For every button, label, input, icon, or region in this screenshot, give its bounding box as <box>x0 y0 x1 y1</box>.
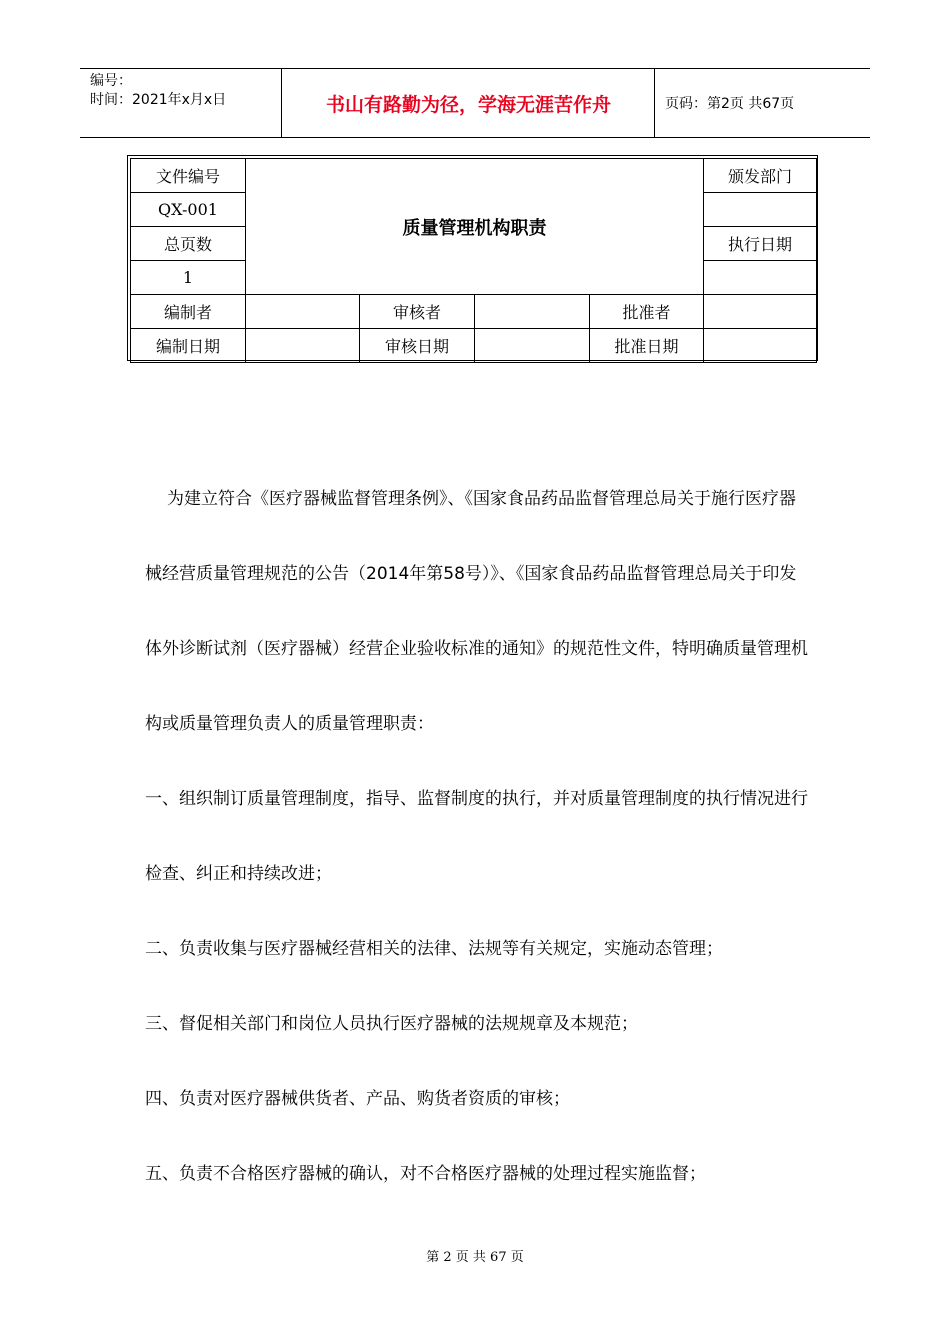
total-pages-value: 1 <box>131 261 246 295</box>
compiler-value <box>246 295 360 329</box>
compile-date-value <box>246 329 360 363</box>
compiler-label: 编制者 <box>131 295 246 329</box>
duty-item: 四、负责对医疗器械供货者、产品、购货者资质的审核； <box>145 1089 570 1109</box>
time-label: 时间：2021年x月x日 <box>90 92 227 108</box>
header-page-number: 页码：第2页 共67页 <box>665 96 795 112</box>
issue-department-label: 颁发部门 <box>704 159 817 193</box>
doc-number-label: 编号： <box>90 73 132 89</box>
approve-date-label: 批准日期 <box>590 329 704 363</box>
execution-date-label: 执行日期 <box>704 227 817 261</box>
document-info-table <box>127 155 818 361</box>
reviewer-value <box>475 295 590 329</box>
intro-paragraph: 为建立符合《医疗器械监督管理条例》、《国家食品药品监督管理总局关于施行医疗器械经营质量管理规范的公告（2014年第58号）》、《国家食品药品监督管理总局关于印发体外诊断试剂（医疗器械）经营企业验收标准的通知》的规范性文件，特明确质量管理机构或质量管理负责人的质量管理职责： <box>145 489 808 734</box>
total-pages-label: 总页数 <box>131 227 246 261</box>
page-header <box>80 68 870 138</box>
document-body <box>145 462 810 1212</box>
file-number-value: QX-001 <box>131 193 246 227</box>
duty-item: 五、负责不合格医疗器械的确认，对不合格医疗器械的处理过程实施监督； <box>145 1164 706 1184</box>
issue-department-value <box>704 193 817 227</box>
review-date-value <box>475 329 590 363</box>
reviewer-label: 审核者 <box>360 295 475 329</box>
header-meta <box>90 72 226 110</box>
review-date-label: 审核日期 <box>360 329 475 363</box>
approver-value <box>704 295 817 329</box>
duty-item: 三、督促相关部门和岗位人员执行医疗器械的法规规章及本规范； <box>145 1014 638 1034</box>
header-motto: 书山有路勤为径，学海无涯苦作舟 <box>325 93 611 116</box>
page-footer: 第 2 页 共 67 页 <box>426 1250 524 1265</box>
approver-label: 批准者 <box>590 295 704 329</box>
compile-date-label: 编制日期 <box>131 329 246 363</box>
file-number-label: 文件编号 <box>131 159 246 193</box>
approve-date-value <box>704 329 817 363</box>
execution-date-value <box>704 261 817 295</box>
duty-item: 一、组织制订质量管理制度，指导、监督制度的执行，并对质量管理制度的执行情况进行检查、纠正和持续改进； <box>145 789 808 884</box>
document-title: 质量管理机构职责 <box>246 159 704 295</box>
duty-item: 二、负责收集与医疗器械经营相关的法律、法规等有关规定，实施动态管理； <box>145 939 723 959</box>
